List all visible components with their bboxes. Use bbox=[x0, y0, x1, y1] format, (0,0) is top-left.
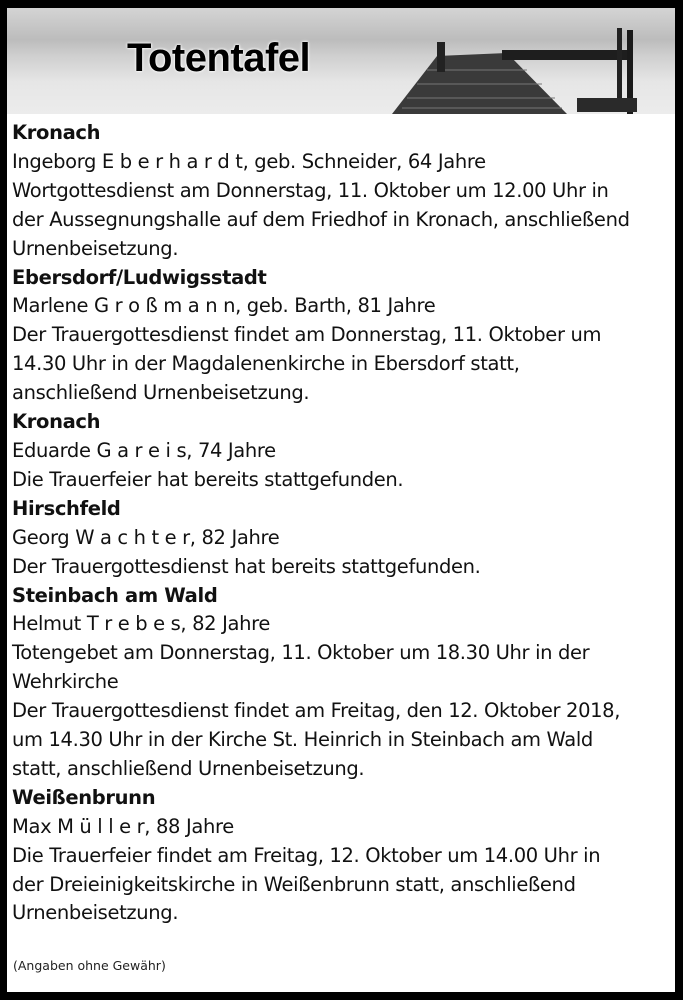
entry-name: Georg W a c h t e r, 82 Jahre bbox=[12, 525, 280, 549]
entry-name: Max M ü l l e r, 88 Jahre bbox=[12, 814, 234, 838]
obituary-entry bbox=[12, 264, 672, 409]
entry-text: Totengebet am Donnerstag, 11. Oktober um 18.30 Uhr in der bbox=[12, 641, 590, 665]
entry-text: Der Trauergottesdienst findet am Freitag, den 12. Oktober 2018, bbox=[12, 699, 621, 723]
entry-text: um 14.30 Uhr in der Kirche St. Heinrich in Steinbach am Wald bbox=[12, 728, 593, 752]
entry-name: Eduarde G a r e i s, 74 Jahre bbox=[12, 438, 276, 462]
entry-text: Urnenbeisetzung. bbox=[12, 236, 179, 260]
entry-name: Ingeborg E b e r h a r d t, geb. Schneider, 64 Jahre bbox=[12, 149, 486, 173]
entry-place: Kronach bbox=[12, 410, 101, 434]
obituary-entry bbox=[12, 582, 672, 784]
entry-text: Wehrkirche bbox=[12, 670, 119, 694]
obituary-entry bbox=[12, 408, 672, 495]
header-banner bbox=[7, 8, 675, 114]
entry-text: statt, anschließend Urnenbeisetzung. bbox=[12, 756, 365, 780]
disclaimer: (Angaben ohne Gewähr) bbox=[13, 958, 166, 973]
entry-text: Der Trauergottesdienst hat bereits stattgefunden. bbox=[12, 554, 481, 578]
entry-text: 14.30 Uhr in der Magdalenenkirche in Ebersdorf statt, bbox=[12, 352, 520, 376]
entry-text: der Aussegnungshalle auf dem Friedhof in Kronach, anschließend bbox=[12, 207, 630, 231]
jetty-photo bbox=[7, 8, 675, 114]
entry-place: Weißenbrunn bbox=[12, 785, 156, 809]
entry-place: Kronach bbox=[12, 121, 101, 144]
obituary-notice bbox=[7, 8, 675, 992]
entry-text: Der Trauergottesdienst findet am Donnerstag, 11. Oktober um bbox=[12, 323, 602, 347]
obituary-entry bbox=[12, 495, 672, 582]
entry-place: Ebersdorf/Ludwigsstadt bbox=[12, 265, 267, 289]
entry-name: Helmut T r e b e s, 82 Jahre bbox=[12, 612, 270, 636]
entry-text: Wortgottesdienst am Donnerstag, 11. Oktober um 12.00 Uhr in bbox=[12, 178, 609, 202]
page-title: Totentafel bbox=[127, 36, 311, 80]
entry-name: Marlene G r o ß m a n n, geb. Barth, 81 Jahre bbox=[12, 294, 436, 318]
obituary-entry bbox=[12, 119, 672, 264]
obituary-list bbox=[12, 119, 672, 928]
entry-text: Die Trauerfeier findet am Freitag, 12. Oktober um 14.00 Uhr in bbox=[12, 843, 601, 867]
entry-text: Urnenbeisetzung. bbox=[12, 901, 179, 925]
entry-place: Steinbach am Wald bbox=[12, 583, 218, 607]
obituary-entry bbox=[12, 784, 672, 929]
entry-text: der Dreieinigkeitskirche in Weißenbrunn statt, anschließend bbox=[12, 872, 576, 896]
entry-text: anschließend Urnenbeisetzung. bbox=[12, 381, 310, 405]
entry-place: Hirschfeld bbox=[12, 496, 121, 520]
entry-text: Die Trauerfeier hat bereits stattgefunden. bbox=[12, 467, 404, 491]
